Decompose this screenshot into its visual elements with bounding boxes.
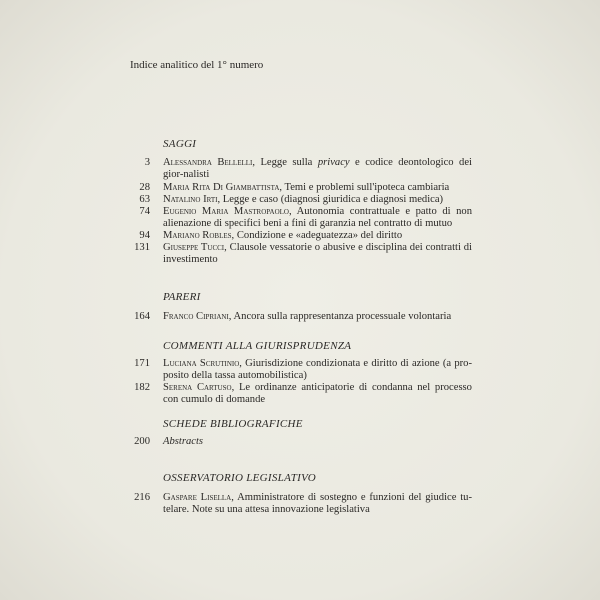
author: Maria Rita Di Giambattista: [163, 182, 280, 193]
title-text: , Le ordinanze anticipatorie di condanna nel processo con cumulo di domande: [163, 382, 472, 405]
index-entry: [120, 194, 472, 206]
title-text: e codice deontologico dei gior-nalisti: [163, 157, 472, 180]
title-text: , Autonomia contrattuale e patto di non alienazione di specifici beni a fini di garanzia nel contratto di mutuo: [163, 206, 472, 229]
page-number: 182: [134, 382, 150, 393]
page-number: 164: [134, 311, 150, 322]
index-entry: [120, 182, 472, 194]
title-text: , Legge sulla: [252, 157, 318, 168]
page-number: 171: [134, 358, 150, 369]
index-entry: [120, 311, 472, 323]
index-entry: [120, 230, 472, 242]
author: Natalino Irti: [163, 194, 218, 205]
page-number: 131: [134, 242, 150, 253]
section-title-osservatorio: OSSERVATORIO LEGISLATIVO: [163, 472, 317, 484]
index-entry: [120, 157, 472, 181]
author: Gaspare Lisella: [163, 492, 232, 503]
page-number: 28: [139, 182, 150, 193]
title-emphasis: Abstracts: [163, 436, 204, 447]
title-text: , Legge e caso (diagnosi giuridica e diagnosi medica): [217, 194, 444, 205]
index-entry: [120, 358, 472, 382]
author: Alessandra Bellelli: [163, 157, 253, 168]
title-text: , Giurisdizione condizionata e diritto di azione (a pro-posito della tassa automobilistica): [163, 358, 472, 381]
page-header: Indice analitico del 1° numero: [130, 59, 264, 71]
author: Franco Cipriani: [163, 311, 229, 322]
author: Eugenio Maria Mastropaolo: [163, 206, 289, 217]
title-emphasis: privacy: [317, 157, 350, 168]
title-text: , Amministratore di sostegno e funzioni del giudice tu-telare. Note su una attesa innovazione legislativa: [163, 492, 473, 515]
title-text: , Temi e problemi sull'ipoteca cambiaria: [279, 182, 450, 193]
page-number: 74: [139, 206, 150, 217]
section-title-schede: SCHEDE BIBLIOGRAFICHE: [163, 418, 303, 430]
index-entry: [120, 206, 472, 230]
section-title-commenti: COMMENTI ALLA GIURISPRUDENZA: [163, 340, 352, 352]
index-entry: [120, 436, 472, 448]
page-number: 200: [134, 436, 150, 447]
title-text: , Condizione e «adeguatezza» del diritto: [231, 230, 403, 241]
author: Giuseppe Tucci: [163, 242, 225, 253]
title-text: , Ancora sulla rappresentanza processuale volontaria: [228, 311, 452, 322]
author: Luciana Scrutinio: [163, 358, 240, 369]
author: Serena Cartuso: [163, 382, 232, 393]
page-number: 94: [139, 230, 150, 241]
index-entry: [120, 242, 472, 266]
page-number: 3: [144, 157, 150, 168]
page-number: 216: [134, 492, 150, 503]
index-entry: [120, 492, 472, 516]
page-number: 63: [139, 194, 150, 205]
index-entry: [120, 382, 472, 406]
title-text: , Clausole vessatorie o abusive e disciplina dei contratti di investimento: [163, 242, 473, 265]
author: Mariano Robles: [163, 230, 232, 241]
section-title-pareri: PARERI: [163, 291, 201, 303]
section-title-saggi: SAGGI: [163, 138, 197, 150]
